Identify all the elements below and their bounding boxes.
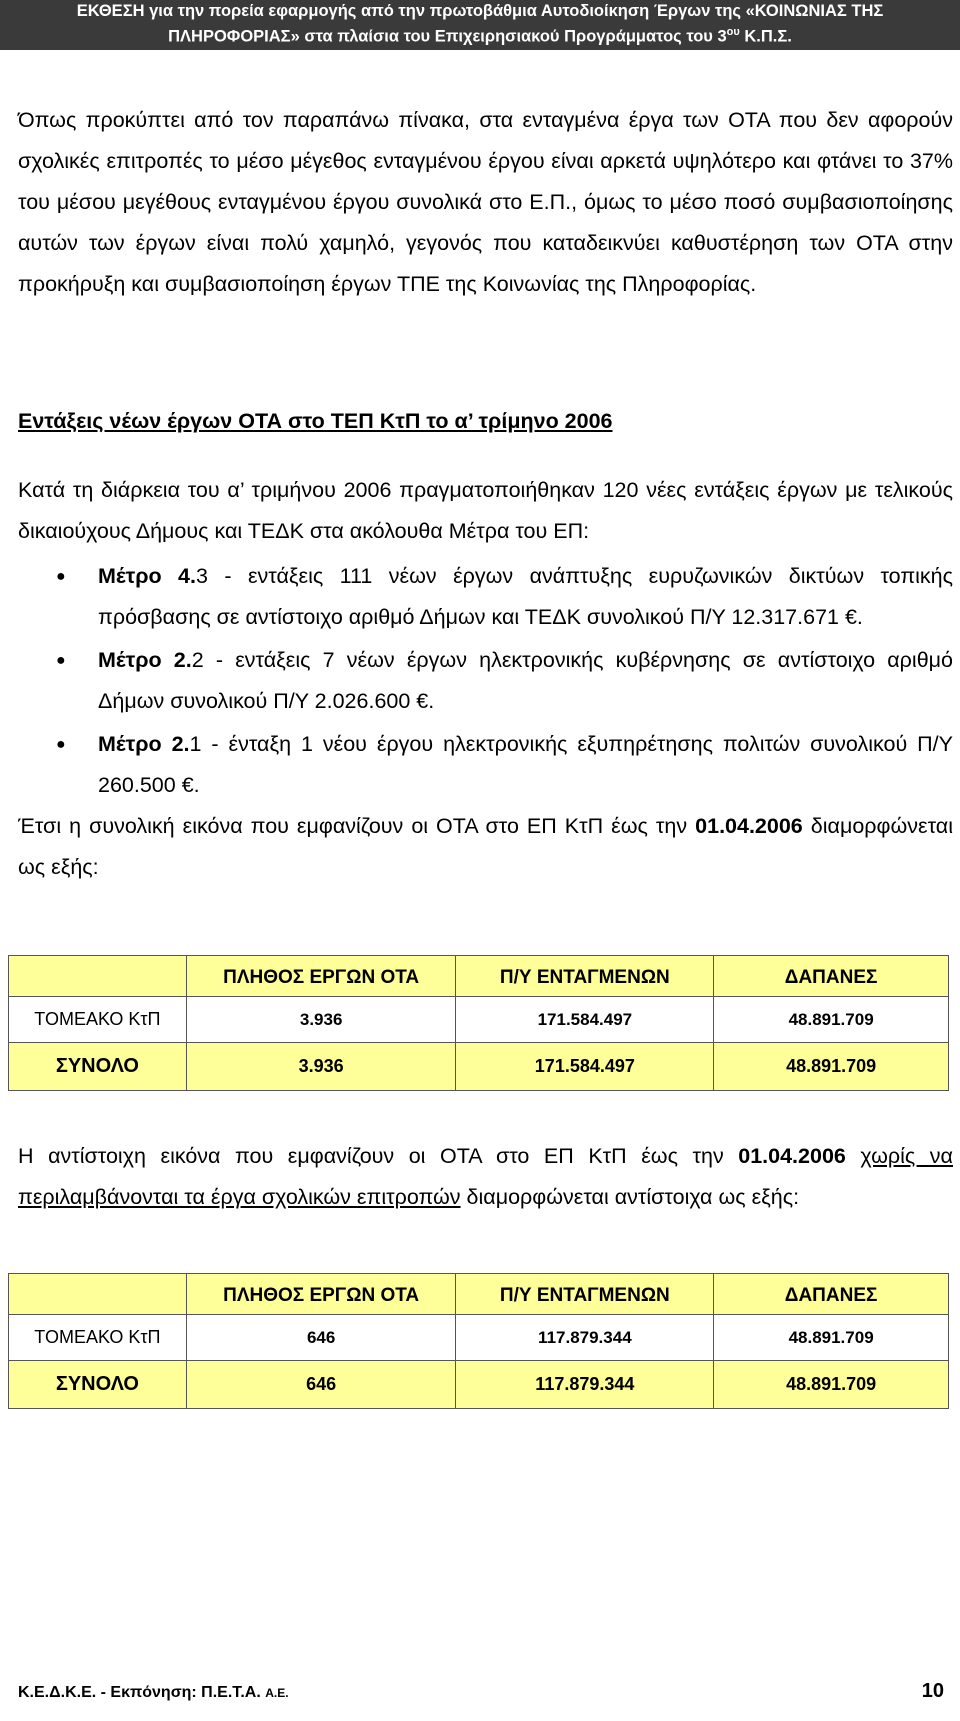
page-header [0, 0, 960, 50]
bullet-item [18, 724, 953, 806]
summary-2-date: 01.04.2006 [738, 1144, 846, 1168]
bullet-bold: Μέτρο 4. [98, 564, 196, 588]
section-block [18, 470, 953, 888]
table-cell: 48.891.709 [714, 1315, 949, 1361]
intro-paragraph: Όπως προκύπτει από τον παραπάνω πίνακα, στα ενταγμένα έργα των ΟΤΑ που δεν αφορούν σχολικές επιτροπές το μέσο μέγεθος ενταγμένου έργου είναι αρκετά υψηλότερο και φτάνει το 37% του μέσου μεγέθους ενταγμένου έργου συνολικά στο Ε.Π., όμως το μέσο ποσό συμβασιοποίησης αυτών των έργων είναι πολύ χαμηλό, γεγονός που καταδεικνύει καθυστέρηση των ΟΤΑ στην προκήρυξη και συμβασιοποίηση έργων ΤΠΕ της Κοινωνίας της Πληροφορίας. [18, 108, 953, 296]
page-number: 10 [921, 1680, 944, 1702]
table-header-cell: ΔΑΠΑΝΕΣ [714, 956, 949, 997]
table-cell: ΤΟΜΕΑΚΟ ΚτΠ [9, 1315, 187, 1361]
page-footer [18, 1680, 944, 1702]
table-total-row [9, 1043, 949, 1091]
table-header-cell [9, 956, 187, 997]
bullet-text: 2 - εντάξεις 7 νέων έργων ηλεκτρονικής κυβέρνησης σε αντίστοιχο αριθμό Δήμων συνολικού Π/Υ 2.026.600 €. [98, 648, 953, 713]
header-superscript: ου [726, 26, 740, 38]
summary-2-text: Η αντίστοιχη εικόνα που εμφανίζουν οι ΟΤΑ στο ΕΠ ΚτΠ έως την [18, 1144, 739, 1168]
summary-1-after: διαμορφώνεται ως εξής: [18, 814, 953, 879]
table-cell: 117.879.344 [456, 1361, 714, 1409]
table-cell: 3.936 [186, 997, 456, 1043]
table-header-cell: ΠΛΗΘΟΣ ΕΡΓΩΝ ΟΤΑ [186, 956, 456, 997]
table-row [9, 997, 949, 1043]
header-line-1: ΕΚΘΕΣΗ για την πορεία εφαρμογής από την πρωτοβάθμια Αυτοδιοίκηση Έργων της «ΚΟΙΝΩΝΙΑΣ ΤΗΣ [76, 2, 884, 20]
table-cell: 3.936 [186, 1043, 456, 1091]
table-cell: 117.879.344 [456, 1315, 714, 1361]
summary-2-after: διαμορφώνεται αντίστοιχα ως εξής: [460, 1185, 800, 1209]
section-paragraph: Κατά τη διάρκεια του α’ τριμήνου 2006 πραγματοποιήθηκαν 120 νέες εντάξεις έργων με τελικούς δικαιούχους Δήμους και ΤΕΔΚ στα ακόλουθα Μέτρα του ΕΠ: [18, 478, 953, 543]
summary-table-1 [8, 955, 949, 1091]
table-header-cell: Π/Υ ΕΝΤΑΓΜΕΝΩΝ [456, 956, 714, 997]
bullet-icon: ● [56, 652, 66, 669]
summary-paragraph-1 [18, 806, 953, 888]
header-line-2-end: Κ.Π.Σ. [739, 27, 792, 46]
footer-text: Κ.Ε.Δ.Κ.Ε. - Εκπόνηση: Π.Ε.Τ.Α. [18, 1684, 266, 1701]
header-line-2-text: ΠΛΗΡΟΦΟΡΙΑΣ» στα πλαίσια του Επιχειρησιακού Προγράμματος του 3 [168, 27, 727, 46]
table-cell: 48.891.709 [714, 997, 949, 1043]
table-cell: 48.891.709 [714, 1361, 949, 1409]
table-cell: ΣΥΝΟΛΟ [9, 1043, 187, 1091]
table-header-cell: ΔΑΠΑΝΕΣ [714, 1274, 949, 1315]
section-heading: Εντάξεις νέων έργων ΟΤΑ στο ΤΕΠ ΚτΠ το α’ τρίμηνο 2006 [18, 409, 613, 433]
bullet-text: 1 - ένταξη 1 νέου έργου ηλεκτρονικής εξυπηρέτησης πολιτών συνολικού Π/Υ 260.500 €. [98, 732, 953, 797]
bullet-bold: Μέτρο 2. [98, 732, 190, 756]
bullet-icon: ● [56, 568, 66, 585]
summary-table-2 [8, 1273, 949, 1409]
footer-small: Α.Ε. [265, 1686, 289, 1700]
intro-block [18, 100, 953, 305]
table-header-cell [9, 1274, 187, 1315]
table-cell: 171.584.497 [456, 1043, 714, 1091]
table-header-row [9, 956, 949, 997]
bullet-bold: Μέτρο 2. [98, 648, 192, 672]
table-row [9, 1315, 949, 1361]
table-header-cell: ΠΛΗΘΟΣ ΕΡΓΩΝ ΟΤΑ [186, 1274, 456, 1315]
summary-block-2 [18, 1136, 953, 1218]
summary-paragraph-2 [18, 1136, 953, 1218]
table-header-row [9, 1274, 949, 1315]
bullet-text: 3 - εντάξεις 111 νέων έργων ανάπτυξης ευρυζωνικών δικτύων τοπικής πρόσβασης σε αντίστοιχο αριθμό Δήμων και ΤΕΔΚ συνολικού Π/Υ 12.317.671 €. [98, 564, 954, 629]
bullet-item [18, 556, 953, 638]
bullet-icon: ● [56, 736, 66, 753]
section-heading-block [18, 401, 953, 442]
table-cell: 646 [186, 1361, 456, 1409]
table-cell: ΤΟΜΕΑΚΟ ΚτΠ [9, 997, 187, 1043]
table-header-cell: Π/Υ ΕΝΤΑΓΜΕΝΩΝ [456, 1274, 714, 1315]
summary-1-text: Έτσι η συνολική εικόνα που εμφανίζουν οι ΟΤΑ στο ΕΠ ΚτΠ έως την [18, 814, 696, 838]
header-line-2 [0, 26, 960, 47]
table-cell: 646 [186, 1315, 456, 1361]
summary-2-underlined: χωρίς να περιλαμβάνονται τα έργα σχολικών επιτροπών [18, 1144, 953, 1209]
table-cell: 171.584.497 [456, 997, 714, 1043]
table-cell: 48.891.709 [714, 1043, 949, 1091]
summary-1-date: 01.04.2006 [695, 814, 803, 838]
bullet-item [18, 640, 953, 722]
table-cell: ΣΥΝΟΛΟ [9, 1361, 187, 1409]
table-total-row [9, 1361, 949, 1409]
